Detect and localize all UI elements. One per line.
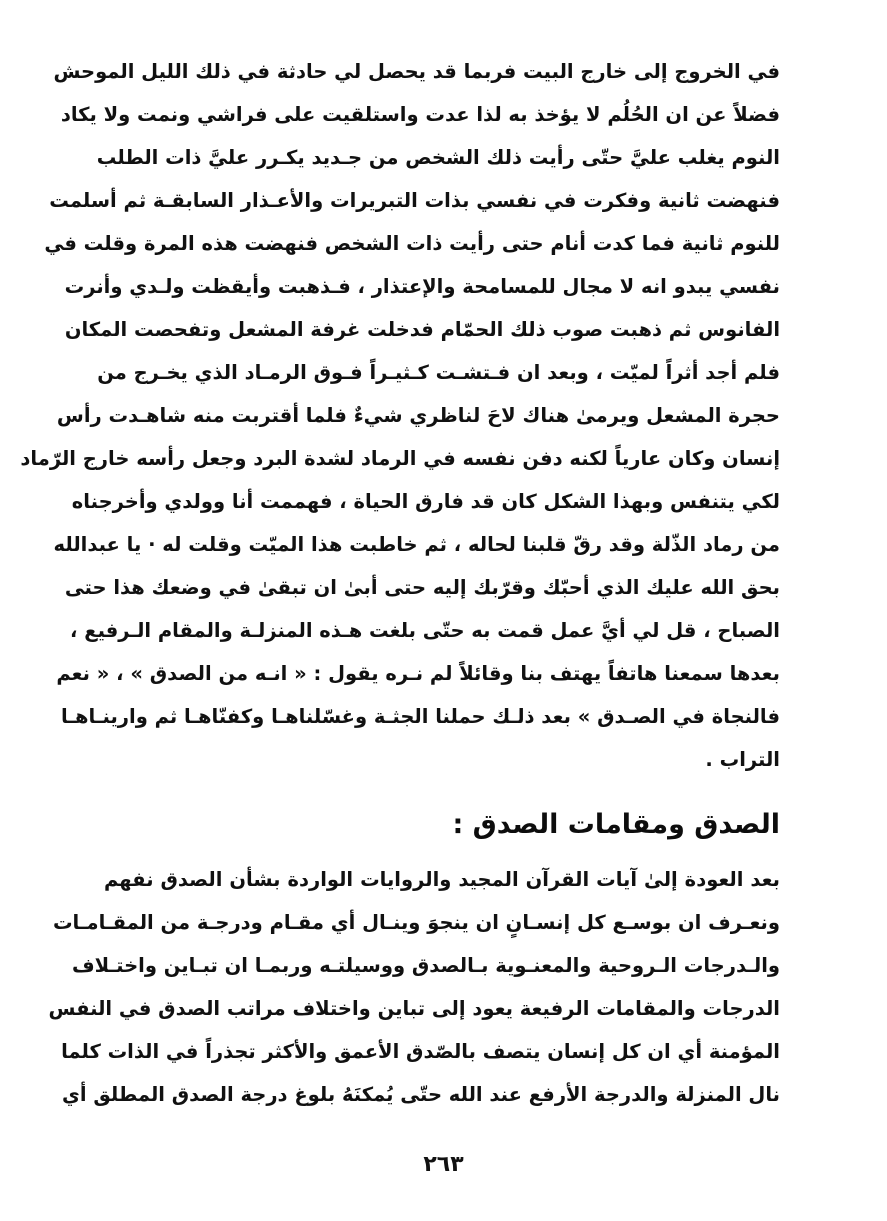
- text-line: الفانوس ثم ذهبت صوب ذلك الحمّام فدخلت غرفة المشعل وتفحصت المكان: [64, 318, 780, 341]
- text-line: في الخروج إلى خارج البيت فربما قد يحصل لي حادثة في ذلك الليل الموحش: [53, 60, 780, 83]
- text-line: إنسان وكان عارياً لكنه دفن نفسه في الرماد لشدة البرد وجعل رأسه خارج الرّماد: [20, 447, 780, 470]
- text-line: نال المنزلة والدرجة الأرفع عند الله حتّى يُمكنَهُ بلوغ درجة الصدق المطلق أي: [62, 1083, 780, 1106]
- text-line: نفسي يبدو انه لا مجال للمسامحة والإعتذار ، فـذهبت وأيقظت ولـدي وأنرت: [64, 275, 780, 298]
- text-line: النوم يغلب عليَّ حتّى رأيت ذلك الشخص من جـديد يكـرر عليَّ ذات الطلب: [96, 146, 780, 169]
- text-line: حجرة المشعل ويرمىٰ هناك لاحَ لناظري شيءٌ فلما أقتربت منه شاهـدت رأس: [56, 404, 780, 427]
- text-line: من رماد الذّلة وقد رقّ قلبنا لحاله ، ثم خاطبت هذا الميّت وقلت له · يا عبدالله: [53, 533, 780, 556]
- text-line: الصباح ، قل لي أيَّ عمل قمت به حتّى بلغت هـذه المنزلـة والمقام الـرفيع ،: [70, 619, 780, 642]
- text-line: والـدرجات الـروحية والمعنـوية بـالصدق ووسيلتـه وربمـا ان تبـاين واختـلاف: [72, 954, 780, 977]
- text-line: بعدها سمعنا هاتفاً يهتف بنا وقائلاً لم نـره يقول : « انـه من الصدق » ، « نعم: [56, 662, 780, 685]
- story-paragraph: [20, 50, 780, 781]
- text-line: للنوم ثانية فما كدت أنام حتى رأيت ذات الشخص فنهضت هذه المرة وقلت في: [44, 232, 780, 255]
- text-line: فالنجاة في الصـدق » بعد ذلـك حملنا الجثـة وغسّلناهـا وكفنّاهـا ثم وارينـاهـا: [61, 705, 780, 728]
- text-line: ونعـرف ان بوسـع كل إنسـانٍ ان ينجوَ وينـال أي مقـام ودرجـة من المقـامـات: [52, 911, 780, 934]
- text-line: بحق الله عليك الذي أحبّك وقرّبك إليه حتى أبىٰ ان تبقىٰ في وضعك هذا حتى: [64, 576, 780, 599]
- text-line: فلم أجد أثراً لميّت ، وبعد ان فـتشـت كـثيـراً فـوق الرمـاد الذي يخـرج من: [97, 361, 780, 384]
- text-line: فنهضت ثانية وفكرت في نفسي بذات التبريرات والأعـذار السابقـة ثم أسلمت: [49, 189, 780, 212]
- text-line: لكي يتنفس وبهذا الشكل كان قد فارق الحياة ، فهممت أنا وولدي وأخرجناه: [71, 490, 780, 513]
- page-number: ٢٦٣: [423, 1152, 464, 1177]
- text-line: الدرجات والمقامات الرفيعة يعود إلى تباين واختلاف مراتب الصدق في النفس: [48, 997, 780, 1020]
- text-line: بعد العودة إلىٰ آيات القرآن المجيد والروايات الواردة بشأن الصدق نفهم: [104, 868, 780, 891]
- text-line: فضلاً عن ان الحُلُم لا يؤخذ به لذا عدت واستلقيت على فراشي ونمت ولا يكاد: [60, 103, 780, 126]
- section-heading: الصدق ومقامات الصدق :: [452, 809, 780, 840]
- text-line: التراب .: [705, 748, 780, 771]
- section-paragraph: [48, 858, 780, 1116]
- text-line: المؤمنة أي ان كل إنسان يتصف بالصّدق الأعمق والأكثر تجذراً في الذات كلما: [61, 1040, 780, 1063]
